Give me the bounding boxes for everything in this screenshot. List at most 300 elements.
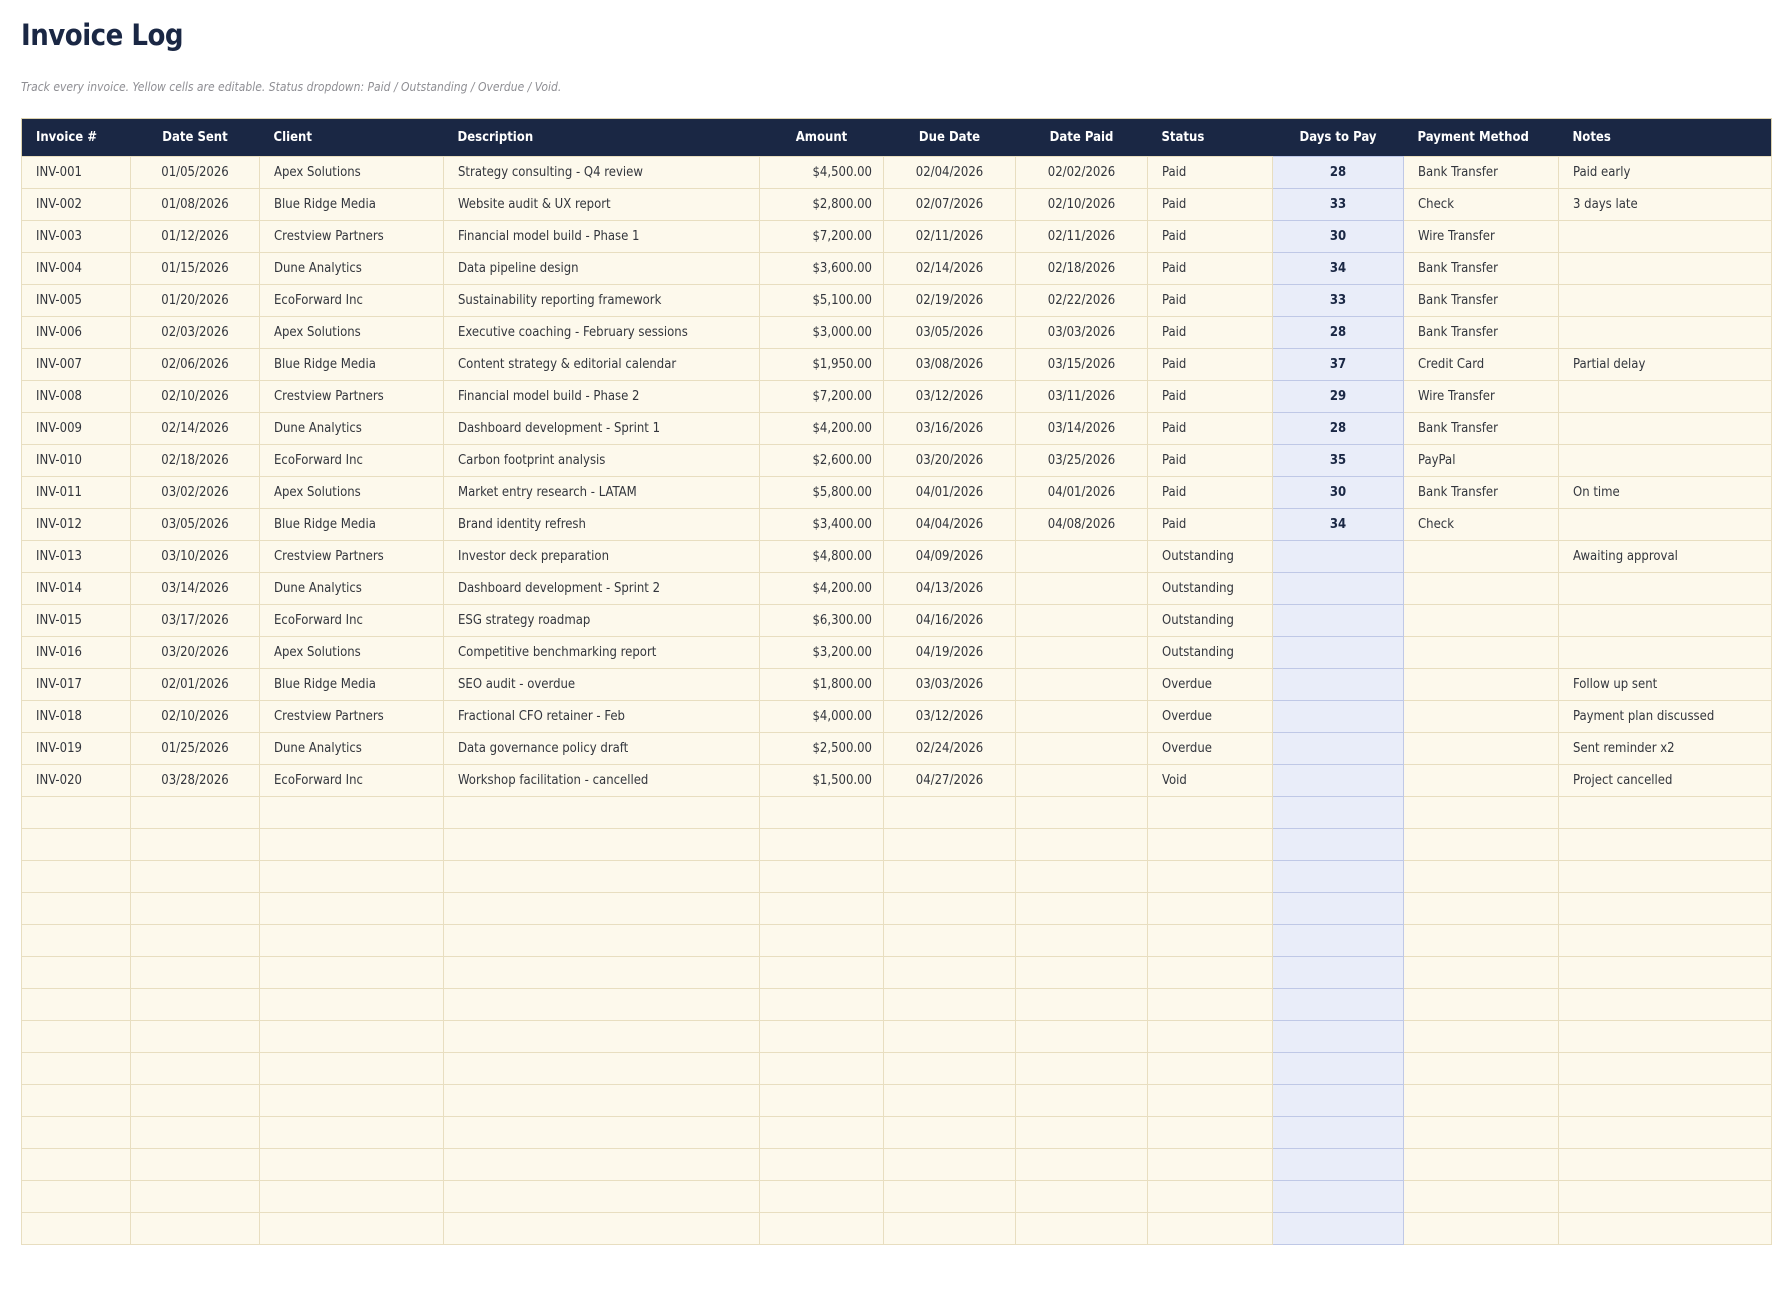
cell-due-date[interactable]: [884, 829, 1016, 861]
cell-due-date[interactable]: 04/09/2026: [884, 541, 1016, 573]
cell-notes[interactable]: [1559, 445, 1772, 477]
cell-date-paid[interactable]: [1016, 1085, 1148, 1117]
cell-invoice[interactable]: [22, 1213, 131, 1245]
cell-description[interactable]: [444, 925, 760, 957]
cell-invoice[interactable]: INV-005: [22, 285, 131, 317]
cell-invoice[interactable]: INV-018: [22, 701, 131, 733]
cell-notes[interactable]: 3 days late: [1559, 189, 1772, 221]
cell-client[interactable]: Blue Ridge Media: [260, 349, 444, 381]
cell-date-sent[interactable]: [131, 1149, 260, 1181]
cell-description[interactable]: ESG strategy roadmap: [444, 605, 760, 637]
cell-status[interactable]: Outstanding: [1148, 573, 1273, 605]
cell-client[interactable]: Crestview Partners: [260, 221, 444, 253]
cell-client[interactable]: [260, 1021, 444, 1053]
cell-date-paid[interactable]: [1016, 573, 1148, 605]
cell-date-paid[interactable]: [1016, 765, 1148, 797]
cell-payment-method[interactable]: PayPal: [1404, 445, 1559, 477]
cell-status[interactable]: [1148, 1117, 1273, 1149]
cell-date-sent[interactable]: 03/10/2026: [131, 541, 260, 573]
cell-client[interactable]: [260, 1149, 444, 1181]
cell-description[interactable]: Carbon footprint analysis: [444, 445, 760, 477]
cell-date-sent[interactable]: 03/05/2026: [131, 509, 260, 541]
cell-description[interactable]: [444, 1021, 760, 1053]
cell-notes[interactable]: [1559, 381, 1772, 413]
cell-notes[interactable]: [1559, 253, 1772, 285]
cell-amount[interactable]: $4,200.00: [760, 413, 884, 445]
cell-due-date[interactable]: [884, 797, 1016, 829]
cell-status[interactable]: Paid: [1148, 285, 1273, 317]
cell-payment-method[interactable]: Bank Transfer: [1404, 253, 1559, 285]
cell-notes[interactable]: [1559, 829, 1772, 861]
cell-notes[interactable]: [1559, 925, 1772, 957]
cell-notes[interactable]: [1559, 317, 1772, 349]
cell-description[interactable]: Sustainability reporting framework: [444, 285, 760, 317]
cell-date-sent[interactable]: 02/10/2026: [131, 381, 260, 413]
cell-date-sent[interactable]: 02/01/2026: [131, 669, 260, 701]
cell-due-date[interactable]: 03/05/2026: [884, 317, 1016, 349]
cell-date-paid[interactable]: [1016, 893, 1148, 925]
cell-date-sent[interactable]: [131, 1213, 260, 1245]
cell-description[interactable]: SEO audit - overdue: [444, 669, 760, 701]
cell-due-date[interactable]: 03/12/2026: [884, 701, 1016, 733]
cell-client[interactable]: Blue Ridge Media: [260, 189, 444, 221]
cell-payment-method[interactable]: [1404, 829, 1559, 861]
cell-description[interactable]: Dashboard development - Sprint 1: [444, 413, 760, 445]
cell-client[interactable]: Apex Solutions: [260, 317, 444, 349]
cell-date-paid[interactable]: [1016, 1021, 1148, 1053]
cell-client[interactable]: Crestview Partners: [260, 541, 444, 573]
cell-invoice[interactable]: [22, 1021, 131, 1053]
cell-payment-method[interactable]: [1404, 1085, 1559, 1117]
cell-payment-method[interactable]: [1404, 893, 1559, 925]
cell-due-date[interactable]: [884, 957, 1016, 989]
cell-payment-method[interactable]: [1404, 1021, 1559, 1053]
cell-notes[interactable]: [1559, 1149, 1772, 1181]
cell-amount[interactable]: $1,800.00: [760, 669, 884, 701]
cell-description[interactable]: [444, 893, 760, 925]
cell-notes[interactable]: Sent reminder x2: [1559, 733, 1772, 765]
cell-invoice[interactable]: INV-020: [22, 765, 131, 797]
cell-client[interactable]: [260, 957, 444, 989]
cell-client[interactable]: [260, 893, 444, 925]
cell-notes[interactable]: [1559, 1117, 1772, 1149]
cell-client[interactable]: [260, 1181, 444, 1213]
cell-status[interactable]: Outstanding: [1148, 541, 1273, 573]
cell-due-date[interactable]: [884, 1149, 1016, 1181]
cell-invoice[interactable]: INV-017: [22, 669, 131, 701]
cell-invoice[interactable]: INV-009: [22, 413, 131, 445]
cell-status[interactable]: Overdue: [1148, 701, 1273, 733]
cell-status[interactable]: Paid: [1148, 413, 1273, 445]
cell-description[interactable]: Data governance policy draft: [444, 733, 760, 765]
cell-date-sent[interactable]: 02/18/2026: [131, 445, 260, 477]
cell-status[interactable]: Paid: [1148, 253, 1273, 285]
cell-description[interactable]: Executive coaching - February sessions: [444, 317, 760, 349]
cell-payment-method[interactable]: [1404, 573, 1559, 605]
cell-notes[interactable]: [1559, 861, 1772, 893]
cell-invoice[interactable]: INV-013: [22, 541, 131, 573]
cell-notes[interactable]: [1559, 1181, 1772, 1213]
cell-date-sent[interactable]: 01/05/2026: [131, 157, 260, 189]
cell-client[interactable]: EcoForward Inc: [260, 445, 444, 477]
cell-amount[interactable]: [760, 1181, 884, 1213]
cell-notes[interactable]: [1559, 1053, 1772, 1085]
cell-description[interactable]: [444, 1053, 760, 1085]
cell-status[interactable]: [1148, 829, 1273, 861]
cell-status[interactable]: [1148, 1181, 1273, 1213]
cell-invoice[interactable]: INV-014: [22, 573, 131, 605]
cell-notes[interactable]: [1559, 989, 1772, 1021]
cell-client[interactable]: Crestview Partners: [260, 381, 444, 413]
cell-status[interactable]: Paid: [1148, 509, 1273, 541]
cell-notes[interactable]: [1559, 1021, 1772, 1053]
cell-payment-method[interactable]: [1404, 989, 1559, 1021]
cell-date-sent[interactable]: [131, 1053, 260, 1085]
cell-payment-method[interactable]: Wire Transfer: [1404, 381, 1559, 413]
cell-date-sent[interactable]: [131, 1021, 260, 1053]
cell-description[interactable]: [444, 861, 760, 893]
cell-amount[interactable]: $5,100.00: [760, 285, 884, 317]
cell-client[interactable]: Apex Solutions: [260, 477, 444, 509]
cell-date-sent[interactable]: 01/08/2026: [131, 189, 260, 221]
cell-status[interactable]: Paid: [1148, 317, 1273, 349]
cell-status[interactable]: [1148, 1021, 1273, 1053]
cell-status[interactable]: Outstanding: [1148, 605, 1273, 637]
cell-client[interactable]: EcoForward Inc: [260, 605, 444, 637]
cell-date-paid[interactable]: [1016, 669, 1148, 701]
cell-amount[interactable]: $4,200.00: [760, 573, 884, 605]
cell-date-sent[interactable]: [131, 1085, 260, 1117]
cell-notes[interactable]: [1559, 285, 1772, 317]
cell-date-sent[interactable]: 01/12/2026: [131, 221, 260, 253]
cell-amount[interactable]: [760, 797, 884, 829]
cell-payment-method[interactable]: Wire Transfer: [1404, 221, 1559, 253]
cell-date-sent[interactable]: 03/14/2026: [131, 573, 260, 605]
cell-client[interactable]: [260, 925, 444, 957]
cell-payment-method[interactable]: Bank Transfer: [1404, 285, 1559, 317]
cell-client[interactable]: Dune Analytics: [260, 733, 444, 765]
cell-date-paid[interactable]: [1016, 733, 1148, 765]
cell-due-date[interactable]: [884, 1213, 1016, 1245]
cell-description[interactable]: [444, 1181, 760, 1213]
cell-amount[interactable]: $2,500.00: [760, 733, 884, 765]
cell-date-sent[interactable]: [131, 957, 260, 989]
cell-amount[interactable]: [760, 893, 884, 925]
cell-due-date[interactable]: 03/12/2026: [884, 381, 1016, 413]
cell-notes[interactable]: [1559, 509, 1772, 541]
cell-date-sent[interactable]: 02/06/2026: [131, 349, 260, 381]
cell-due-date[interactable]: 02/19/2026: [884, 285, 1016, 317]
cell-date-paid[interactable]: 02/11/2026: [1016, 221, 1148, 253]
cell-notes[interactable]: Paid early: [1559, 157, 1772, 189]
cell-client[interactable]: Dune Analytics: [260, 253, 444, 285]
cell-amount[interactable]: [760, 829, 884, 861]
cell-date-paid[interactable]: [1016, 989, 1148, 1021]
cell-invoice[interactable]: [22, 1053, 131, 1085]
cell-client[interactable]: Dune Analytics: [260, 413, 444, 445]
cell-date-paid[interactable]: [1016, 957, 1148, 989]
cell-notes[interactable]: [1559, 221, 1772, 253]
cell-invoice[interactable]: INV-002: [22, 189, 131, 221]
cell-due-date[interactable]: [884, 861, 1016, 893]
cell-date-paid[interactable]: [1016, 925, 1148, 957]
cell-invoice[interactable]: INV-007: [22, 349, 131, 381]
cell-invoice[interactable]: [22, 925, 131, 957]
cell-amount[interactable]: [760, 925, 884, 957]
cell-notes[interactable]: Payment plan discussed: [1559, 701, 1772, 733]
cell-payment-method[interactable]: Bank Transfer: [1404, 157, 1559, 189]
cell-date-paid[interactable]: 03/11/2026: [1016, 381, 1148, 413]
cell-payment-method[interactable]: [1404, 701, 1559, 733]
cell-date-paid[interactable]: [1016, 861, 1148, 893]
cell-invoice[interactable]: INV-001: [22, 157, 131, 189]
cell-amount[interactable]: $2,800.00: [760, 189, 884, 221]
cell-status[interactable]: Paid: [1148, 445, 1273, 477]
cell-status[interactable]: Paid: [1148, 349, 1273, 381]
cell-description[interactable]: Financial model build - Phase 2: [444, 381, 760, 413]
cell-invoice[interactable]: INV-006: [22, 317, 131, 349]
cell-status[interactable]: Paid: [1148, 221, 1273, 253]
cell-date-sent[interactable]: 01/20/2026: [131, 285, 260, 317]
cell-due-date[interactable]: [884, 893, 1016, 925]
cell-client[interactable]: [260, 1053, 444, 1085]
cell-description[interactable]: Website audit & UX report: [444, 189, 760, 221]
cell-description[interactable]: [444, 1213, 760, 1245]
cell-status[interactable]: [1148, 797, 1273, 829]
cell-amount[interactable]: [760, 957, 884, 989]
cell-due-date[interactable]: [884, 1181, 1016, 1213]
cell-date-sent[interactable]: [131, 925, 260, 957]
cell-invoice[interactable]: [22, 797, 131, 829]
cell-date-sent[interactable]: 03/28/2026: [131, 765, 260, 797]
cell-date-paid[interactable]: 04/08/2026: [1016, 509, 1148, 541]
cell-invoice[interactable]: INV-019: [22, 733, 131, 765]
cell-date-sent[interactable]: [131, 797, 260, 829]
cell-date-paid[interactable]: 03/03/2026: [1016, 317, 1148, 349]
cell-amount[interactable]: $3,000.00: [760, 317, 884, 349]
cell-invoice[interactable]: [22, 1117, 131, 1149]
cell-date-sent[interactable]: 02/14/2026: [131, 413, 260, 445]
cell-notes[interactable]: [1559, 1085, 1772, 1117]
cell-notes[interactable]: [1559, 893, 1772, 925]
cell-date-paid[interactable]: [1016, 1149, 1148, 1181]
cell-invoice[interactable]: [22, 1181, 131, 1213]
cell-description[interactable]: [444, 989, 760, 1021]
cell-due-date[interactable]: 04/01/2026: [884, 477, 1016, 509]
cell-notes[interactable]: Awaiting approval: [1559, 541, 1772, 573]
cell-due-date[interactable]: 04/16/2026: [884, 605, 1016, 637]
cell-payment-method[interactable]: [1404, 1213, 1559, 1245]
cell-client[interactable]: Blue Ridge Media: [260, 669, 444, 701]
cell-description[interactable]: [444, 957, 760, 989]
cell-date-paid[interactable]: [1016, 1181, 1148, 1213]
cell-notes[interactable]: Project cancelled: [1559, 765, 1772, 797]
cell-date-paid[interactable]: 02/10/2026: [1016, 189, 1148, 221]
cell-date-paid[interactable]: [1016, 1117, 1148, 1149]
cell-invoice[interactable]: INV-011: [22, 477, 131, 509]
cell-invoice[interactable]: INV-015: [22, 605, 131, 637]
cell-amount[interactable]: $3,400.00: [760, 509, 884, 541]
cell-date-paid[interactable]: [1016, 637, 1148, 669]
cell-description[interactable]: Dashboard development - Sprint 2: [444, 573, 760, 605]
cell-date-paid[interactable]: [1016, 1053, 1148, 1085]
cell-amount[interactable]: $5,800.00: [760, 477, 884, 509]
cell-description[interactable]: Strategy consulting - Q4 review: [444, 157, 760, 189]
cell-description[interactable]: Market entry research - LATAM: [444, 477, 760, 509]
cell-date-sent[interactable]: [131, 1117, 260, 1149]
cell-payment-method[interactable]: [1404, 1117, 1559, 1149]
cell-status[interactable]: [1148, 957, 1273, 989]
cell-amount[interactable]: [760, 1053, 884, 1085]
cell-payment-method[interactable]: [1404, 637, 1559, 669]
cell-client[interactable]: Apex Solutions: [260, 637, 444, 669]
cell-notes[interactable]: Follow up sent: [1559, 669, 1772, 701]
cell-amount[interactable]: [760, 1021, 884, 1053]
cell-payment-method[interactable]: [1404, 797, 1559, 829]
cell-client[interactable]: [260, 1213, 444, 1245]
cell-date-sent[interactable]: [131, 1181, 260, 1213]
cell-description[interactable]: [444, 829, 760, 861]
cell-date-paid[interactable]: 03/15/2026: [1016, 349, 1148, 381]
cell-status[interactable]: Overdue: [1148, 669, 1273, 701]
cell-invoice[interactable]: INV-010: [22, 445, 131, 477]
cell-date-sent[interactable]: [131, 989, 260, 1021]
cell-invoice[interactable]: [22, 1085, 131, 1117]
cell-date-sent[interactable]: [131, 893, 260, 925]
cell-due-date[interactable]: 04/13/2026: [884, 573, 1016, 605]
cell-due-date[interactable]: [884, 1021, 1016, 1053]
cell-payment-method[interactable]: [1404, 733, 1559, 765]
cell-date-paid[interactable]: 03/14/2026: [1016, 413, 1148, 445]
cell-due-date[interactable]: [884, 989, 1016, 1021]
cell-invoice[interactable]: [22, 893, 131, 925]
cell-status[interactable]: Void: [1148, 765, 1273, 797]
cell-due-date[interactable]: 04/19/2026: [884, 637, 1016, 669]
cell-invoice[interactable]: INV-003: [22, 221, 131, 253]
cell-payment-method[interactable]: [1404, 541, 1559, 573]
cell-payment-method[interactable]: Bank Transfer: [1404, 477, 1559, 509]
cell-description[interactable]: Investor deck preparation: [444, 541, 760, 573]
cell-invoice[interactable]: INV-008: [22, 381, 131, 413]
cell-date-sent[interactable]: 03/02/2026: [131, 477, 260, 509]
cell-date-paid[interactable]: 02/18/2026: [1016, 253, 1148, 285]
cell-amount[interactable]: $7,200.00: [760, 221, 884, 253]
cell-client[interactable]: [260, 797, 444, 829]
cell-date-paid[interactable]: 04/01/2026: [1016, 477, 1148, 509]
cell-date-paid[interactable]: 03/25/2026: [1016, 445, 1148, 477]
cell-payment-method[interactable]: [1404, 765, 1559, 797]
cell-notes[interactable]: [1559, 413, 1772, 445]
cell-amount[interactable]: [760, 989, 884, 1021]
cell-date-sent[interactable]: 01/25/2026: [131, 733, 260, 765]
cell-notes[interactable]: On time: [1559, 477, 1772, 509]
cell-description[interactable]: [444, 797, 760, 829]
cell-due-date[interactable]: 03/03/2026: [884, 669, 1016, 701]
cell-client[interactable]: EcoForward Inc: [260, 285, 444, 317]
cell-due-date[interactable]: [884, 1117, 1016, 1149]
cell-date-sent[interactable]: 03/17/2026: [131, 605, 260, 637]
cell-date-paid[interactable]: [1016, 797, 1148, 829]
cell-date-paid[interactable]: [1016, 605, 1148, 637]
cell-payment-method[interactable]: Credit Card: [1404, 349, 1559, 381]
cell-payment-method[interactable]: [1404, 1181, 1559, 1213]
cell-payment-method[interactable]: [1404, 605, 1559, 637]
cell-invoice[interactable]: [22, 861, 131, 893]
cell-description[interactable]: Data pipeline design: [444, 253, 760, 285]
cell-invoice[interactable]: INV-012: [22, 509, 131, 541]
cell-client[interactable]: [260, 829, 444, 861]
cell-notes[interactable]: [1559, 605, 1772, 637]
cell-due-date[interactable]: [884, 925, 1016, 957]
cell-notes[interactable]: [1559, 957, 1772, 989]
cell-payment-method[interactable]: [1404, 861, 1559, 893]
cell-status[interactable]: [1148, 989, 1273, 1021]
cell-status[interactable]: [1148, 893, 1273, 925]
cell-amount[interactable]: $1,950.00: [760, 349, 884, 381]
cell-date-paid[interactable]: [1016, 541, 1148, 573]
cell-date-sent[interactable]: 01/15/2026: [131, 253, 260, 285]
cell-notes[interactable]: [1559, 637, 1772, 669]
cell-amount[interactable]: [760, 1213, 884, 1245]
cell-client[interactable]: [260, 1085, 444, 1117]
cell-amount[interactable]: [760, 1085, 884, 1117]
cell-status[interactable]: Paid: [1148, 189, 1273, 221]
cell-due-date[interactable]: [884, 1053, 1016, 1085]
cell-date-paid[interactable]: [1016, 1213, 1148, 1245]
cell-due-date[interactable]: 03/08/2026: [884, 349, 1016, 381]
cell-due-date[interactable]: 03/20/2026: [884, 445, 1016, 477]
cell-due-date[interactable]: 04/27/2026: [884, 765, 1016, 797]
cell-status[interactable]: Paid: [1148, 477, 1273, 509]
cell-status[interactable]: [1148, 1085, 1273, 1117]
cell-amount[interactable]: $3,200.00: [760, 637, 884, 669]
cell-client[interactable]: Apex Solutions: [260, 157, 444, 189]
cell-invoice[interactable]: [22, 957, 131, 989]
cell-payment-method[interactable]: [1404, 1149, 1559, 1181]
cell-description[interactable]: [444, 1085, 760, 1117]
cell-date-paid[interactable]: [1016, 829, 1148, 861]
cell-due-date[interactable]: [884, 1085, 1016, 1117]
cell-amount[interactable]: $4,000.00: [760, 701, 884, 733]
cell-notes[interactable]: [1559, 573, 1772, 605]
cell-due-date[interactable]: 02/11/2026: [884, 221, 1016, 253]
cell-invoice[interactable]: [22, 989, 131, 1021]
cell-status[interactable]: Paid: [1148, 157, 1273, 189]
cell-date-sent[interactable]: [131, 829, 260, 861]
cell-amount[interactable]: $7,200.00: [760, 381, 884, 413]
cell-payment-method[interactable]: [1404, 1053, 1559, 1085]
cell-status[interactable]: Overdue: [1148, 733, 1273, 765]
cell-status[interactable]: Paid: [1148, 381, 1273, 413]
cell-amount[interactable]: $2,600.00: [760, 445, 884, 477]
cell-description[interactable]: Competitive benchmarking report: [444, 637, 760, 669]
cell-date-sent[interactable]: 02/10/2026: [131, 701, 260, 733]
cell-date-sent[interactable]: 03/20/2026: [131, 637, 260, 669]
cell-notes[interactable]: [1559, 797, 1772, 829]
cell-payment-method[interactable]: Bank Transfer: [1404, 413, 1559, 445]
cell-due-date[interactable]: 03/16/2026: [884, 413, 1016, 445]
cell-amount[interactable]: $4,500.00: [760, 157, 884, 189]
cell-amount[interactable]: $4,800.00: [760, 541, 884, 573]
cell-date-sent[interactable]: 02/03/2026: [131, 317, 260, 349]
cell-client[interactable]: Crestview Partners: [260, 701, 444, 733]
cell-client[interactable]: Blue Ridge Media: [260, 509, 444, 541]
cell-client[interactable]: EcoForward Inc: [260, 765, 444, 797]
cell-payment-method[interactable]: [1404, 957, 1559, 989]
cell-payment-method[interactable]: [1404, 669, 1559, 701]
cell-status[interactable]: [1148, 925, 1273, 957]
cell-amount[interactable]: $1,500.00: [760, 765, 884, 797]
